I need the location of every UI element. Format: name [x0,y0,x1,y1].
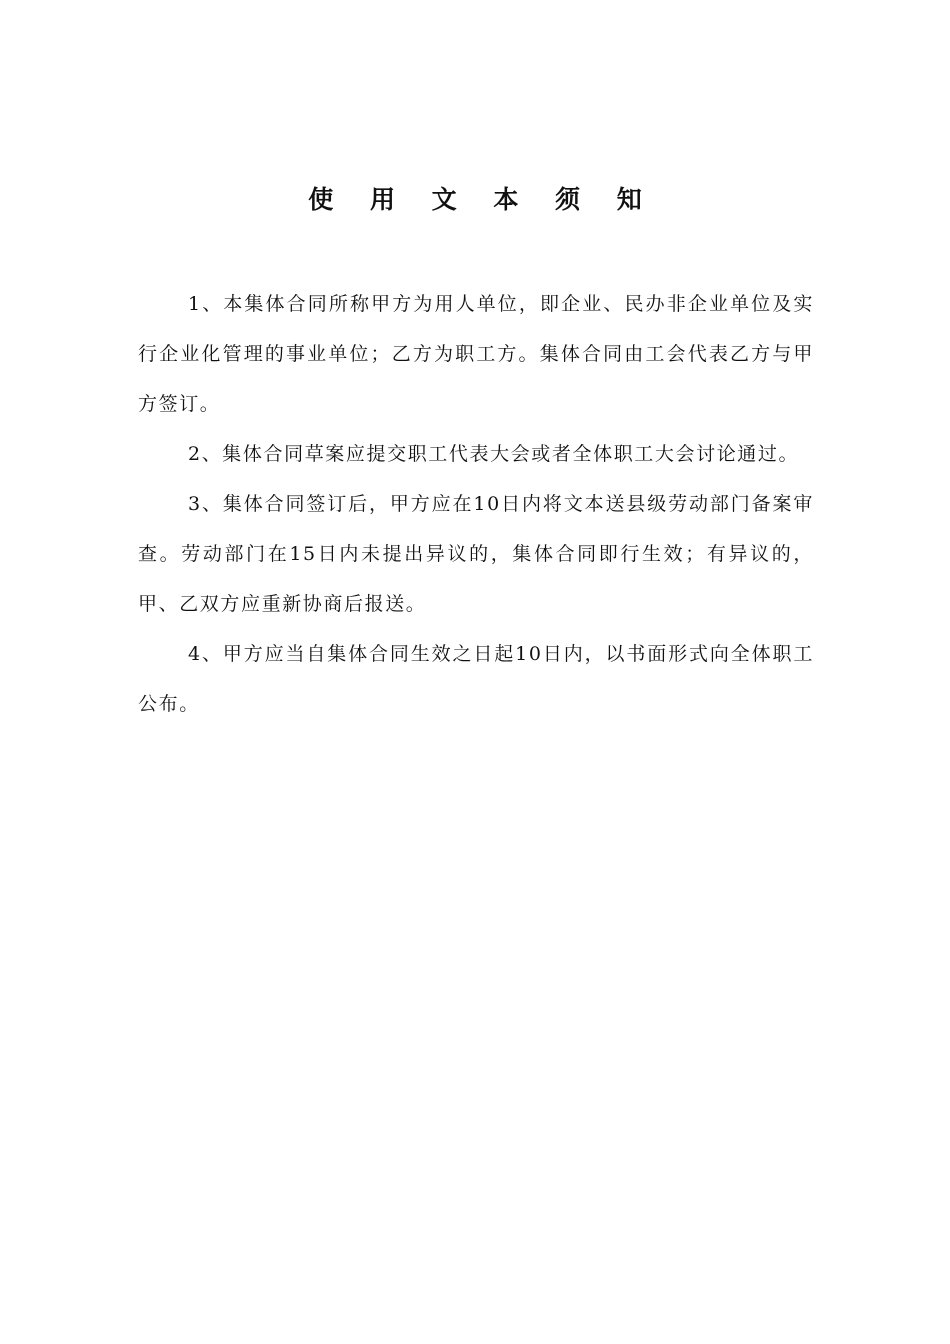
notice-item-3: 3、集体合同签订后，甲方应在10日内将文本送县级劳动部门备案审查。劳动部门在15日内未提出异议的，集体合同即行生效；有异议的，甲、乙双方应重新协商后报送。 [138,493,814,615]
notice-item-1: 1、本集体合同所称甲方为用人单位，即企业、民办非企业单位及实行企业化管理的事业单位；乙方为职工方。集体合同由工会代表乙方与甲方签订。 [138,293,814,415]
notice-body [138,279,814,729]
notice-item-4: 4、甲方应当自集体合同生效之日起10日内，以书面形式向全体职工公布。 [138,643,814,715]
notice-item-2: 2、集体合同草案应提交职工代表大会或者全体职工大会讨论通过。 [188,443,800,465]
page-title: 使 用 文 本 须 知 [308,185,656,214]
